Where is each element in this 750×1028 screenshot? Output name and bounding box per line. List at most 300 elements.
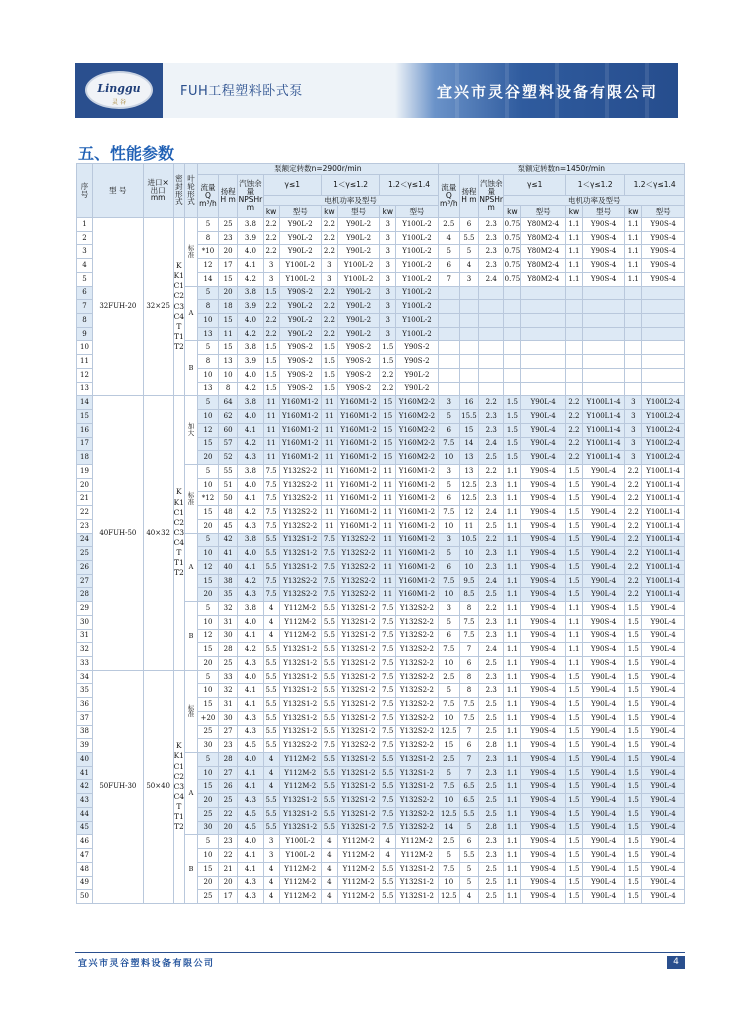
cell-flow: 2.5 [438,218,459,232]
cell-npsh: 4.0 [238,478,263,492]
cell-motor: Y100L2-4 [642,423,685,437]
cell-kw: 1.5 [625,794,642,808]
cell-kw: 4 [321,862,337,876]
cell-motor: Y112M-2 [279,862,321,876]
cell-motor: Y90L-4 [582,780,624,794]
cell-kw: 4 [263,629,279,643]
cell-npsh [478,368,503,382]
cell-kw: 1.1 [504,725,521,739]
cell-motor: Y90S-4 [521,794,566,808]
cell-motor: Y112M-2 [337,862,379,876]
cell-kw: 5.5 [263,739,279,753]
cell-motor [582,314,624,328]
cell-npsh: 2.2 [478,464,503,478]
cell-motor: Y90L-4 [642,890,685,904]
cell-kw: 3 [380,272,396,286]
cell-seq: 43 [77,794,93,808]
cell-kw: 3 [321,259,337,273]
cell-kw: 11 [380,588,396,602]
cell-motor: Y90S-4 [521,711,566,725]
cell-npsh: 4.0 [238,547,263,561]
cell-seq: 4 [77,259,93,273]
cell-head: 32 [219,684,238,698]
cell-npsh: 2.3 [478,849,503,863]
cell-kw: 3 [380,327,396,341]
cell-head: 20 [219,876,238,890]
cell-kw: 7.5 [321,739,337,753]
cell-kw: 7.5 [380,725,396,739]
cell-motor: Y132S1-2 [279,657,321,671]
cell-kw [565,355,582,369]
cell-seq: 33 [77,657,93,671]
cell-seq: 3 [77,245,93,259]
cell-motor: Y160M2-2 [396,410,439,424]
cell-kw: 0.75 [504,259,521,273]
cell-kw: 7.5 [380,698,396,712]
document-title: FUH工程塑料卧式泵 [180,84,303,99]
cell-motor: Y132S2-2 [337,588,379,602]
cell-npsh: 4.3 [238,451,263,465]
cell-head: 28 [219,643,238,657]
cell-head: 10.5 [459,533,478,547]
cell-npsh: 2.3 [478,259,503,273]
cell-motor: Y90L-4 [582,574,624,588]
cell-flow: 13 [197,382,218,396]
cell-kw: 2.2 [565,410,582,424]
cell-flow: 5 [197,835,218,849]
cell-kw: 2.2 [625,519,642,533]
cell-npsh: 4.1 [238,862,263,876]
cell-npsh: 4.3 [238,711,263,725]
cell-motor: Y90L-4 [582,492,624,506]
cell-npsh: 2.5 [478,725,503,739]
cell-kw: 1.1 [504,835,521,849]
cell-kw: 1.1 [625,218,642,232]
cell-kw: 1.1 [504,547,521,561]
cell-motor: Y112M-2 [279,615,321,629]
cell-flow [438,300,459,314]
cell-kw: 1.5 [625,725,642,739]
cell-kw: 1.1 [504,615,521,629]
cell-kw: 1.1 [625,245,642,259]
cell-kw: 5.5 [321,615,337,629]
cell-kw [625,341,642,355]
page-number: 4 [667,956,685,969]
col-seal-header: 密封形式 [173,164,185,218]
cell-kw: 7.5 [380,821,396,835]
cell-seq: 12 [77,368,93,382]
cell-npsh: 4.5 [238,739,263,753]
cell-kw: 1.5 [263,382,279,396]
cell-motor: Y90S-2 [279,355,321,369]
cell-npsh [478,314,503,328]
cell-npsh: 2.8 [478,821,503,835]
cell-motor: Y90L-2 [337,218,379,232]
table-row [77,670,685,684]
cell-kw: 1.1 [504,506,521,520]
cell-motor: Y160M1-2 [396,547,439,561]
cell-npsh: 4.1 [238,766,263,780]
cell-seq: 45 [77,821,93,835]
cell-inlet-outlet: 50×40 [143,670,173,903]
cell-kw: 1.5 [565,684,582,698]
cell-motor [582,341,624,355]
cell-flow: 5 [438,849,459,863]
cell-kw: 1.5 [565,670,582,684]
cell-motor [521,341,566,355]
cell-kw: 4 [263,890,279,904]
cell-kw: 2.2 [625,574,642,588]
cell-motor: Y90L-2 [337,314,379,328]
cell-npsh: 4.0 [238,368,263,382]
cell-kw: 3 [380,286,396,300]
speed-2900-header: 泵额定转数n=2900r/min [197,164,438,175]
cell-kw: 1.5 [565,807,582,821]
footer-company: 宜兴市灵谷塑料设备有限公司 [78,959,215,969]
cell-flow: 10 [197,410,218,424]
cell-npsh: 4.3 [238,794,263,808]
cell-kw [565,314,582,328]
cell-seq: 34 [77,670,93,684]
cell-motor [642,341,685,355]
cell-motor: Y100L1-4 [642,574,685,588]
cell-flow [438,341,459,355]
cell-motor [521,355,566,369]
cell-head: 6.5 [459,794,478,808]
cell-motor: Y132S1-2 [279,643,321,657]
cell-npsh [478,355,503,369]
cell-head: 30 [219,629,238,643]
cell-kw: 1.5 [321,355,337,369]
cell-kw: 1.1 [504,657,521,671]
cell-motor: Y100L-2 [396,327,439,341]
cell-npsh: 3.8 [238,533,263,547]
cell-head: 8 [219,382,238,396]
cell-motor: Y132S1-2 [337,766,379,780]
cell-head: 5.5 [459,807,478,821]
cell-motor: Y90S-4 [521,890,566,904]
cell-motor [521,368,566,382]
cell-motor: Y132S2-2 [396,725,439,739]
cell-motor: Y112M-2 [337,849,379,863]
cell-seq: 16 [77,423,93,437]
cell-motor: Y100L1-4 [642,519,685,533]
cell-head: 60 [219,423,238,437]
cell-kw: 1.5 [321,368,337,382]
cell-motor: Y132S1-2 [337,794,379,808]
cell-kw: 5.5 [321,670,337,684]
cell-kw: 2.2 [625,588,642,602]
cell-motor: Y132S1-2 [337,629,379,643]
cell-npsh: 4.1 [238,684,263,698]
cell-motor: Y90L-4 [582,766,624,780]
cell-head: 20 [219,821,238,835]
cell-kw: 1.5 [625,698,642,712]
cell-flow: 25 [197,807,218,821]
cell-kw: 1.5 [565,588,582,602]
cell-motor: Y90L-4 [582,739,624,753]
cell-motor: Y80M2-4 [521,218,566,232]
cell-kw: 5.5 [321,807,337,821]
cell-motor: Y90L-4 [642,807,685,821]
cell-seq: 19 [77,464,93,478]
cell-head: 26 [219,780,238,794]
cell-seq: 30 [77,615,93,629]
cell-kw: 11 [380,519,396,533]
cell-kw: 7.5 [321,588,337,602]
cell-npsh: 3.8 [238,602,263,616]
cell-kw: 7.5 [380,794,396,808]
cell-motor: Y90L-4 [582,711,624,725]
cell-kw: 1.1 [504,588,521,602]
cell-motor: Y90L-4 [642,615,685,629]
cell-npsh: 2.5 [478,890,503,904]
cell-kw: 1.5 [565,698,582,712]
cell-npsh: 2.8 [478,739,503,753]
cell-head: 15 [219,272,238,286]
cell-head [459,327,478,341]
cell-npsh: 3.8 [238,464,263,478]
cell-kw: 1.5 [565,849,582,863]
cell-kw [565,300,582,314]
cell-motor: Y100L2-4 [642,396,685,410]
cell-impeller: B [185,835,198,904]
cell-head: 15 [219,314,238,328]
cell-flow: 10 [438,876,459,890]
kw-header: kw [263,206,279,218]
cell-head: 16 [459,396,478,410]
cell-inlet-outlet: 32×25 [143,218,173,396]
cell-flow: 6 [438,423,459,437]
cell-kw: 1.5 [263,341,279,355]
cell-motor: Y90L-4 [642,739,685,753]
cell-motor: Y132S1-2 [337,657,379,671]
cell-motor: Y160M1-2 [396,478,439,492]
cell-kw: 1.5 [565,780,582,794]
cell-kw: 1.5 [565,821,582,835]
cell-kw: 5.5 [321,794,337,808]
cell-head: 30 [219,711,238,725]
cell-kw: 4 [321,890,337,904]
cell-seq: 40 [77,753,93,767]
cell-head: 21 [219,862,238,876]
cell-npsh: 2.4 [478,272,503,286]
cell-kw: 1.1 [504,492,521,506]
cell-kw: 1.1 [504,698,521,712]
cell-kw: 2.2 [625,547,642,561]
cell-motor: Y90L-2 [279,300,321,314]
cell-head: 51 [219,478,238,492]
cell-seq: 44 [77,807,93,821]
cell-flow: 14 [438,821,459,835]
cell-head: 48 [219,506,238,520]
cell-kw: 3 [380,259,396,273]
cell-motor: Y132S1-2 [396,862,439,876]
flow-header-2900: 流量Q m³/h [197,175,218,218]
cell-npsh: 4.2 [238,506,263,520]
cell-kw: 1.5 [565,862,582,876]
cell-motor: Y90L-2 [279,218,321,232]
cell-kw: 1.5 [263,286,279,300]
cell-model: 32FUH-20 [92,218,143,396]
cell-head [459,382,478,396]
cell-motor: Y132S1-2 [396,753,439,767]
cell-npsh: 4.2 [238,437,263,451]
cell-seq: 8 [77,314,93,328]
cell-motor: Y90S-4 [582,629,624,643]
cell-kw: 3 [625,423,642,437]
cell-head: 13 [459,464,478,478]
cell-motor: Y100L-2 [279,272,321,286]
cell-motor [521,382,566,396]
speed-1450-header: 泵额定转数n=1450r/min [438,164,684,175]
cell-head: 8.5 [459,588,478,602]
cell-kw: 2.2 [263,231,279,245]
cell-motor: Y132S2-2 [337,560,379,574]
cell-flow: 8 [197,300,218,314]
cell-seq: 5 [77,272,93,286]
gamma1-header-2900: γ≤1 [263,175,321,196]
cell-motor: Y90L-4 [582,890,624,904]
cell-head: 8 [459,602,478,616]
cell-kw: 11 [380,560,396,574]
cell-kw: 1.5 [625,602,642,616]
cell-kw [504,341,521,355]
cell-head: 15 [219,341,238,355]
cell-kw: 1.5 [565,725,582,739]
cell-kw: 1.5 [263,368,279,382]
cell-kw: 11 [380,492,396,506]
cell-flow: 5 [197,341,218,355]
cell-motor: Y132S2-2 [396,670,439,684]
cell-kw: 1.5 [625,753,642,767]
cell-kw: 7.5 [380,615,396,629]
cell-kw: 15 [380,423,396,437]
cell-kw: 7.5 [263,519,279,533]
cell-impeller: 标准 [185,670,198,752]
cell-seq: 24 [77,533,93,547]
cell-npsh: 3.8 [238,396,263,410]
cell-head: 62 [219,410,238,424]
cell-flow: 6 [438,492,459,506]
cell-flow: 20 [197,519,218,533]
cell-npsh: 2.4 [478,437,503,451]
cell-motor: Y132S1-2 [337,725,379,739]
cell-flow: 10 [438,711,459,725]
cell-npsh: 4.0 [238,835,263,849]
cell-seal: K K1 C1 C2 C3 C4 T T1 T2 [173,218,185,396]
cell-npsh: 4.2 [238,327,263,341]
cell-motor: Y90S-4 [521,533,566,547]
kw-header: kw [565,206,582,218]
cell-motor [642,368,685,382]
cell-flow: 5 [438,684,459,698]
header-company-name: 宜兴市灵谷塑料设备有限公司 [437,83,659,101]
cell-kw: 7.5 [263,574,279,588]
cell-flow [438,355,459,369]
cell-kw: 4 [380,849,396,863]
cell-impeller: 加大 [185,396,198,465]
cell-seq: 10 [77,341,93,355]
cell-flow: 3 [438,464,459,478]
cell-motor: Y90S-2 [337,355,379,369]
cell-kw: 15 [380,396,396,410]
cell-motor: Y90S-4 [521,876,566,890]
cell-head: 22 [219,849,238,863]
cell-motor: Y90L-4 [582,794,624,808]
cell-npsh: 4.3 [238,725,263,739]
cell-kw: 11 [263,437,279,451]
cell-motor: Y80M2-4 [521,231,566,245]
cell-motor: Y132S1-2 [337,753,379,767]
type-header: 型号 [521,206,566,218]
cell-flow: 6 [438,560,459,574]
cell-head: 33 [219,670,238,684]
cell-npsh [478,327,503,341]
cell-npsh: 2.5 [478,451,503,465]
cell-motor: Y160M1-2 [337,478,379,492]
cell-motor: Y90L-4 [521,451,566,465]
cell-kw: 0.75 [504,231,521,245]
cell-kw: 5.5 [263,711,279,725]
cell-head: 7 [459,753,478,767]
gamma2-header-2900: 1＜γ≤1.2 [321,175,379,196]
cell-head: 5 [459,876,478,890]
cell-kw: 4 [321,835,337,849]
cell-motor: Y112M-2 [337,835,379,849]
cell-motor: Y160M1-2 [337,464,379,478]
cell-kw: 1.5 [565,478,582,492]
cell-motor: Y90S-4 [582,245,624,259]
cell-seal: K K1 C1 C2 C3 C4 T T1 T2 [173,670,185,903]
kw-header: kw [625,206,642,218]
cell-kw: 5.5 [263,533,279,547]
cell-kw: 1.5 [625,739,642,753]
cell-head: 14 [459,437,478,451]
cell-kw: 1.1 [625,231,642,245]
cell-head: 11 [219,327,238,341]
cell-npsh: 4.1 [238,560,263,574]
cell-head: 12.5 [459,492,478,506]
cell-npsh: 4.1 [238,849,263,863]
cell-kw: 11 [321,451,337,465]
cell-kw: 1.1 [565,602,582,616]
cell-motor: Y132S1-2 [279,698,321,712]
cell-flow: 8 [197,231,218,245]
cell-flow: 7.5 [438,574,459,588]
cell-motor: Y90S-4 [521,478,566,492]
cell-flow: 12 [197,259,218,273]
cell-kw: 1.5 [565,506,582,520]
cell-seq: 28 [77,588,93,602]
cell-kw: 1.1 [504,533,521,547]
cell-kw: 3 [625,451,642,465]
cell-kw: 11 [380,464,396,478]
cell-motor: Y90S-2 [279,368,321,382]
cell-motor: Y132S2-2 [396,684,439,698]
cell-seq: 20 [77,478,93,492]
cell-head: 23 [219,835,238,849]
cell-motor [521,314,566,328]
cell-motor: Y132S2-2 [279,588,321,602]
cell-head: 15 [459,423,478,437]
cell-kw [504,327,521,341]
cell-kw: 5.5 [263,725,279,739]
cell-npsh: 4.0 [238,753,263,767]
cell-head: 32 [219,602,238,616]
cell-kw: 1.5 [565,560,582,574]
cell-motor: Y100L-2 [337,272,379,286]
